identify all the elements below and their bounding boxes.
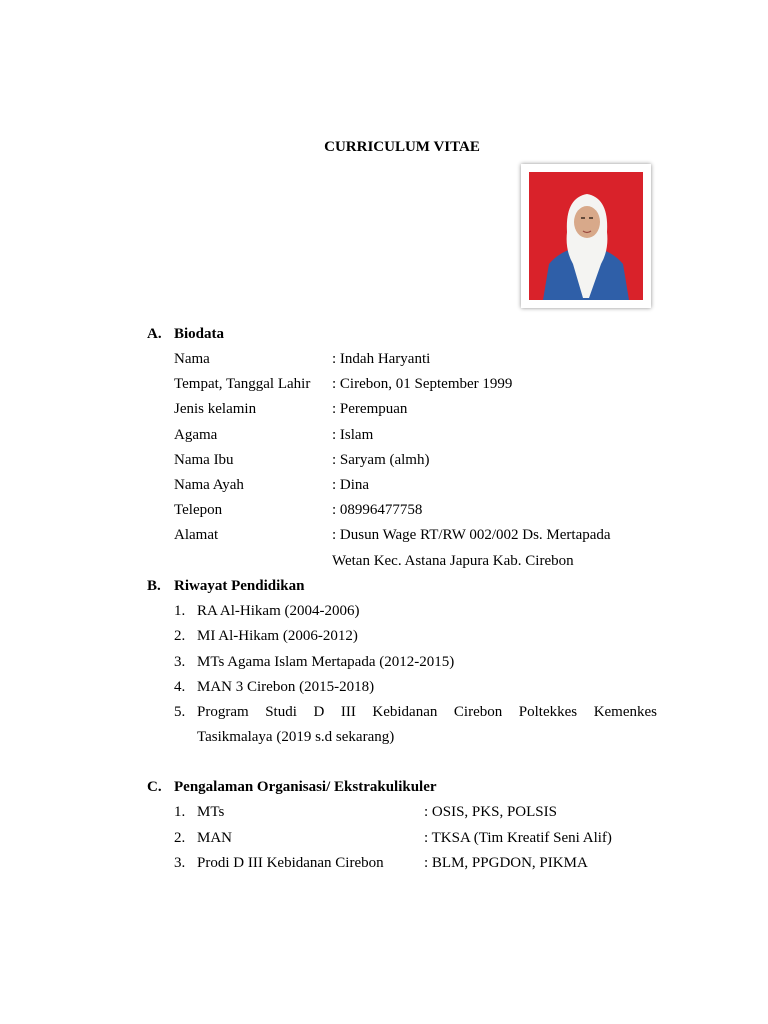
list-item: MTs Agama Islam Mertapada (2012-2015) xyxy=(197,654,455,670)
word: Program xyxy=(197,704,249,720)
org-label: Prodi D III Kebidanan Cirebon xyxy=(197,855,384,871)
org-label: MAN xyxy=(197,830,233,846)
list-number: 3. xyxy=(174,654,186,670)
word: D xyxy=(313,704,325,720)
list-item: MAN 3 Cirebon (2015-2018) xyxy=(197,679,375,695)
list-number: 1. xyxy=(174,603,186,619)
list-item-continued: Tasikmalaya (2019 s.d sekarang) xyxy=(197,729,395,745)
field-value-continued: Wetan Kec. Astana Japura Kab. Cirebon xyxy=(332,553,574,569)
list-number: 3. xyxy=(174,855,186,871)
list-item xyxy=(197,703,657,721)
field-value: : Dina xyxy=(332,477,370,493)
word: Kemenkes xyxy=(593,704,657,720)
profile-photo xyxy=(521,164,651,308)
list-number: 2. xyxy=(174,830,186,846)
section-b-letter: B. xyxy=(147,578,161,594)
word: Cirebon xyxy=(453,704,503,720)
field-label: Alamat xyxy=(174,527,219,543)
org-value: : OSIS, PKS, POLSIS xyxy=(424,804,557,820)
list-item: RA Al-Hikam (2004-2006) xyxy=(197,603,360,619)
section-c-letter: C. xyxy=(147,779,162,795)
field-value: : Cirebon, 01 September 1999 xyxy=(332,376,513,392)
list-number: 1. xyxy=(174,804,186,820)
field-label: Nama Ibu xyxy=(174,452,234,468)
field-value: : 08996477758 xyxy=(332,502,423,518)
section-a-letter: A. xyxy=(147,326,162,342)
field-value: : Perempuan xyxy=(332,401,408,417)
field-label: Telepon xyxy=(174,502,223,518)
field-value: : Islam xyxy=(332,427,374,443)
page-title: CURRICULUM VITAE xyxy=(324,139,480,155)
field-value: : Dusun Wage RT/RW 002/002 Ds. Mertapada xyxy=(332,527,611,543)
field-label: Nama Ayah xyxy=(174,477,244,493)
field-value: : Indah Haryanti xyxy=(332,351,431,367)
list-item: MI Al-Hikam (2006-2012) xyxy=(197,628,358,644)
org-value: : TKSA (Tim Kreatif Seni Alif) xyxy=(424,830,612,846)
word: III xyxy=(340,704,356,720)
list-number: 4. xyxy=(174,679,186,695)
section-a-heading: Biodata xyxy=(174,326,225,342)
section-c-heading: Pengalaman Organisasi/ Ekstrakulikuler xyxy=(174,779,437,795)
field-label: Agama xyxy=(174,427,218,443)
list-number: 2. xyxy=(174,628,186,644)
field-value: : Saryam (almh) xyxy=(332,452,430,468)
field-label: Tempat, Tanggal Lahir xyxy=(174,376,311,392)
list-number: 5. xyxy=(174,704,186,720)
word: Studi xyxy=(265,704,297,720)
org-value: : BLM, PPGDON, PIKMA xyxy=(424,855,588,871)
org-label: MTs xyxy=(197,804,225,820)
section-b-heading: Riwayat Pendidikan xyxy=(174,578,305,594)
field-label: Jenis kelamin xyxy=(174,401,257,417)
field-label: Nama xyxy=(174,351,210,367)
word: Kebidanan xyxy=(372,704,438,720)
portrait-image xyxy=(529,172,643,300)
word: Poltekkes xyxy=(518,704,578,720)
